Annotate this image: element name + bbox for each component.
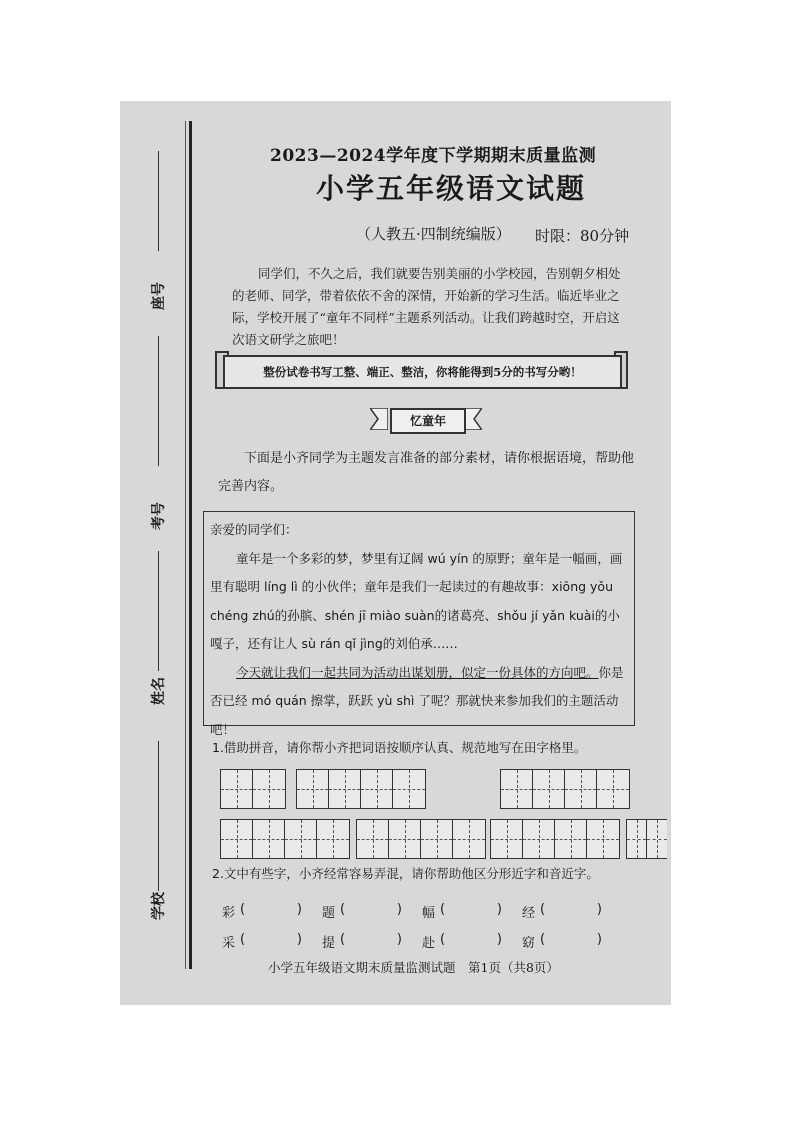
time-limit: 时限：80分钟: [535, 227, 630, 245]
underlined-sentence: 今天就让我们一起共同为活动出谋划册，似定一份具体的方向吧。: [236, 664, 599, 680]
school-label: 学校: [151, 892, 167, 920]
intro-paragraph: 同学们，不久之后，我们就要告别美丽的小学校园，告别朝夕相处的老师、同学，带着依依不舍的深情，开始新的学习生活。临近毕业之际，学校开展了“童年不同样”主题系列活动。让我们跨越时空，开启这次语文研学之旅吧！: [232, 266, 621, 347]
answer-blank[interactable]: ( ): [240, 931, 302, 947]
exam-main-title: 小学五年级语文试题: [316, 172, 587, 205]
tianzi-grid-6[interactable]: [490, 819, 620, 859]
exam-number-label: 考号: [151, 502, 167, 530]
tianzi-grid-1[interactable]: [220, 769, 286, 809]
ribbon-right-icon: [464, 408, 482, 430]
char-6: 提: [322, 935, 336, 951]
edition-label: （人教五·四制统编版）: [356, 225, 511, 243]
char-5: 采: [222, 935, 236, 951]
answer-blank[interactable]: ( ): [240, 901, 302, 917]
answer-blank[interactable]: ( ): [440, 931, 502, 947]
answer-blank[interactable]: ( ): [340, 901, 402, 917]
char-4: 经: [522, 905, 536, 921]
question-1: 1.借助拼音，请你帮小齐把词语按顺序认真、规范地写在田字格里。: [212, 740, 587, 755]
exam-number-rule: [158, 336, 159, 466]
seat-rule: [158, 151, 159, 251]
exam-paper: [120, 101, 671, 1005]
char-2: 题: [322, 905, 336, 921]
name-label: 姓名: [151, 677, 167, 705]
tianzi-grid-2[interactable]: [296, 769, 426, 809]
pair-row-2: [222, 926, 622, 956]
question-2: 2.文中有些字，小齐经常容易弄混，请你帮助他区分形近字和音近字。: [212, 866, 599, 881]
binding-line-thin: [185, 121, 186, 969]
tianzi-grid-7[interactable]: [626, 819, 667, 859]
char-8: 窈: [522, 935, 536, 951]
letter-paragraph-2-rest: 你是否已经 mó quán 擦掌，跃跃 yù shì 了呢？那就快来参加我们的主题活动吧！: [210, 664, 624, 737]
exam-year-title: 2023—2024学年度下学期期末质量监测: [270, 146, 597, 166]
ribbon-left-icon: [370, 408, 388, 430]
seat-label: 座号: [151, 282, 167, 310]
pair-row-1: [222, 896, 622, 926]
letter-paragraph-2: [210, 659, 628, 745]
letter-greeting: 亲爱的同学们：: [210, 522, 298, 537]
answer-blank[interactable]: ( ): [340, 931, 402, 947]
page-footer: 小学五年级语文期末质量监测试题 第1页（共8页）: [268, 960, 559, 975]
binding-line: [189, 121, 192, 969]
school-rule: [158, 741, 159, 891]
tianzi-grid-3[interactable]: [500, 769, 630, 809]
tianzi-grid-4[interactable]: [220, 819, 350, 859]
handwriting-banner: 整份试卷书写工整、端正、整洁，你将能得到5分的书写分哟！: [223, 355, 622, 389]
section-title: 忆童年: [390, 408, 466, 434]
letter-paragraph-1: 童年是一个多彩的梦，梦里有辽阔 wú yín 的原野；童年是一幅画，画里有聪明 líng lì 的小伙伴；童年是我们一起读过的有趣故事：xiōng yǒu chéng zhú的孙膑、shén jī miào suàn的诸葛亮、shǒu jí yǎn kuài的小嘎子，还有让人 sù rán qǐ jìng的刘伯承……: [210, 550, 623, 651]
character-pairs: [222, 896, 622, 956]
answer-blank[interactable]: ( ): [440, 901, 502, 917]
speech-material-box: [203, 511, 635, 737]
char-3: 幅: [422, 905, 436, 921]
char-7: 赴: [422, 935, 436, 951]
answer-blank[interactable]: ( ): [540, 901, 602, 917]
tianzi-grid-5[interactable]: [356, 819, 486, 859]
answer-blank[interactable]: ( ): [540, 931, 602, 947]
task-prompt: 下面是小齐同学为主题发言准备的部分素材，请你根据语境，帮助他完善内容。: [218, 451, 635, 494]
char-1: 彩: [222, 905, 236, 921]
name-rule: [158, 551, 159, 671]
